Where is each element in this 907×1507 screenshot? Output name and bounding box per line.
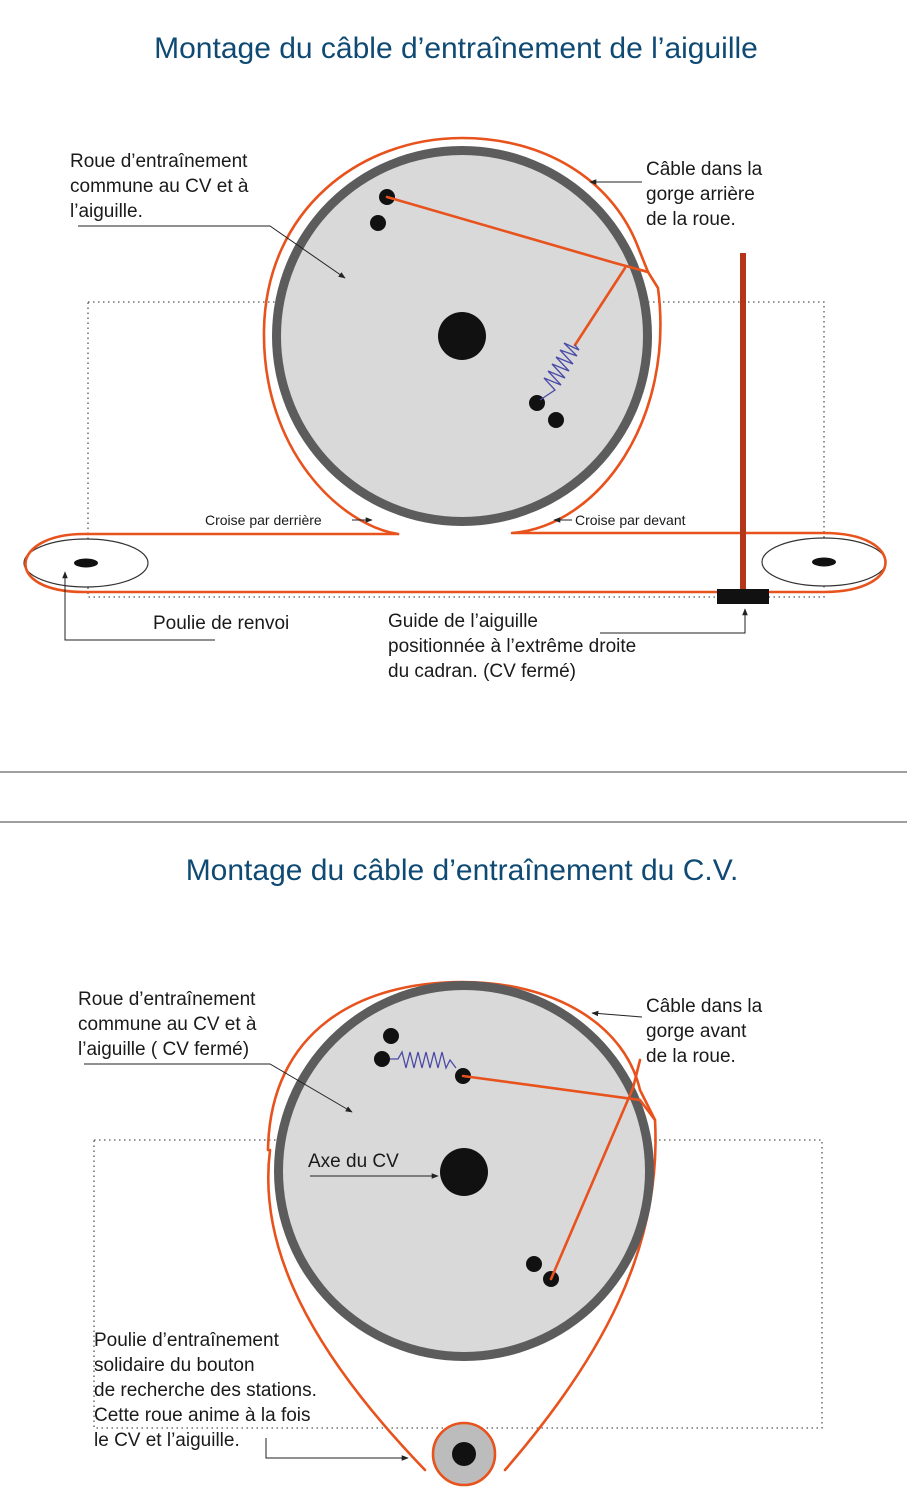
- needle-guide: [717, 589, 769, 604]
- cross-front-label: Croise par devant: [575, 512, 686, 528]
- drive-pulley-label: Poulie d’entraînement solidaire du bouton de recherche des stations. Cette roue anime à la fois le CV et l’aiguille.: [94, 1330, 317, 1451]
- diagram-cv-cable: [78, 854, 822, 1485]
- diagram2-title: Montage du câble d’entraînement du C.V.: [185, 854, 739, 887]
- axis-label: Axe du CV: [308, 1151, 399, 1172]
- needle: [717, 253, 769, 604]
- drive-pulley-label-arrow: [266, 1438, 408, 1458]
- drive-pulley: [433, 1423, 495, 1485]
- guide-label-arrow: [600, 609, 745, 633]
- cv-axle: [440, 1148, 488, 1196]
- guide-label: Guide de l’aiguille positionnée à l’extrême droite du cadran. (CV fermé): [388, 611, 637, 682]
- diagram1-title: Montage du câble d’entraînement de l’aiguille: [154, 32, 758, 65]
- cable-label: Câble dans la gorge arrière de la roue.: [646, 159, 763, 230]
- drive-wheel: [272, 146, 652, 526]
- cv-cable-label-arrow: [592, 1013, 642, 1017]
- wheel-axle: [438, 312, 486, 360]
- diagram-needle-cable: [24, 32, 886, 682]
- pulley-label: Poulie de renvoi: [153, 613, 290, 634]
- idler-pulley-right: [762, 538, 886, 586]
- cross-back-label: Croise par derrière: [205, 512, 322, 528]
- cv-cable-label: Câble dans la gorge avant de la roue.: [646, 996, 763, 1067]
- idler-pulley-left: [24, 539, 148, 587]
- wheel-label: Roue d’entraînement commune au CV et à l’aiguille.: [70, 151, 249, 222]
- cv-wheel-label: Roue d’entraînement commune au CV et à l’aiguille ( CV fermé): [78, 989, 257, 1060]
